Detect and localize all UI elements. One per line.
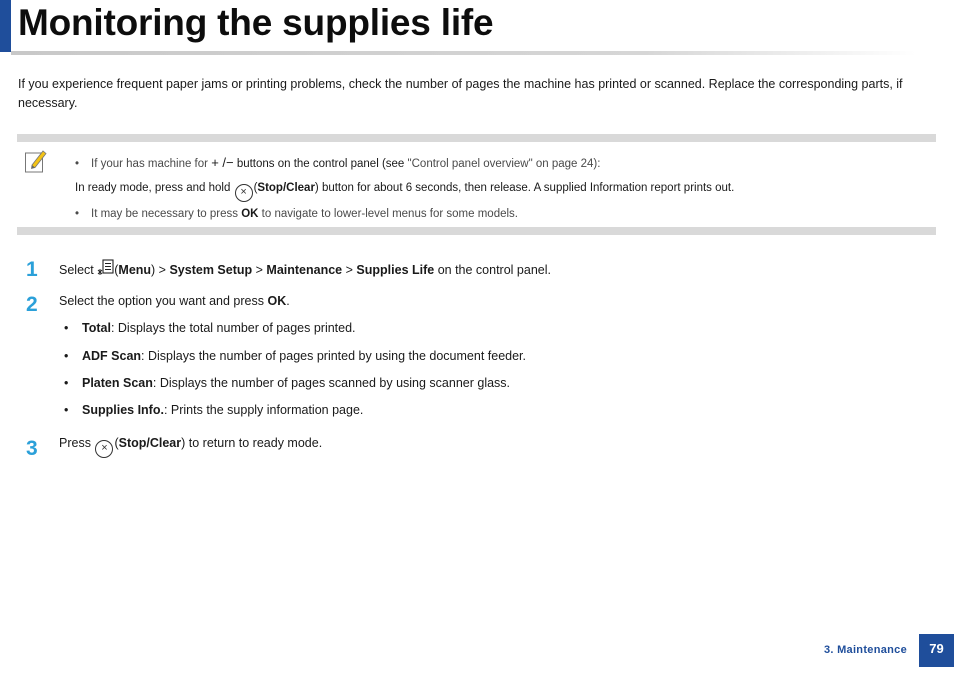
step-2-post: . [286,294,290,308]
option-adf-scan [64,349,526,363]
ok-label: OK [267,294,287,308]
step-1-sep-2: > [255,263,263,277]
step-2-text [59,294,290,308]
maintenance-label: Maintenance [266,263,343,277]
option-total-label: Total [82,321,111,335]
stop-clear-label: Stop/Clear [257,182,315,194]
menu-icon [97,259,114,277]
note-bullet-2 [75,182,734,202]
option-platen-scan [64,376,510,390]
system-setup-label: System Setup [169,263,253,277]
step-1-text [59,259,551,277]
menu-label: Menu [118,263,152,277]
bullet-marker: • [64,403,69,417]
step-3-post: ) to return to ready mode. [181,436,323,450]
option-supplies-info-label: Supplies Info. [82,403,164,417]
step-3-paren: ( [114,436,119,450]
page-title: Monitoring the supplies life [18,2,494,43]
step-1-pre: Select [59,263,94,277]
step-1-paren: ( [114,263,119,277]
note-bullet-1 [75,155,600,170]
title-underline [11,51,916,55]
bullet-marker: • [64,321,69,335]
note-box [17,134,936,235]
note-bullet-2-paren: ( [253,182,258,194]
bullet-marker: • [64,376,69,390]
stop-clear-icon: × [95,440,113,458]
control-panel-overview-link[interactable]: "Control panel overview" on page 24): [407,158,601,170]
option-platen-scan-desc: : Displays the number of pages scanned by using scanner glass. [152,376,511,390]
option-adf-scan-desc: : Displays the number of pages printed by using the document feeder. [141,349,527,363]
note-pencil-icon [24,148,48,174]
note-bullet-3-pre: It may be necessary to press [91,208,239,220]
stop-clear-icon: × [235,184,253,202]
note-bullet-3-post: to navigate to lower-level menus for some models. [261,208,518,220]
option-total [64,321,356,335]
option-total-desc: : Displays the total number of pages printed. [110,321,356,335]
step-2-pre: Select the option you want and press [59,294,264,308]
option-supplies-info [64,403,363,417]
note-bullet-1-pre: If your has machine for [91,158,208,170]
option-platen-scan-label: Platen Scan [82,376,153,390]
note-bullet-1-mid: buttons on the control panel (see [236,158,405,170]
page-number-badge: 79 [919,634,954,667]
note-bullet-3 [75,208,518,220]
option-adf-scan-label: ADF Scan [82,349,142,363]
title-accent-bar [0,0,11,52]
step-1-sep-1: ) > [151,263,166,277]
step-3-pre: Press [59,436,91,450]
bullet-marker: • [75,208,80,220]
note-bullet-2-pre: In ready mode, press and hold [75,182,231,194]
note-bullet-2-post: ) button for about 6 seconds, then release. A supplied Information report prints out. [314,182,735,194]
ok-label: OK [241,208,259,220]
step-1-number: 1 [26,258,38,281]
step-1-post: on the control panel. [437,263,551,277]
bullet-marker: • [75,158,80,170]
option-supplies-info-desc: : Prints the supply information page. [163,403,364,417]
stop-clear-label: Stop/Clear [118,436,182,450]
bullet-marker: • [64,349,69,363]
supplies-life-label: Supplies Life [356,263,435,277]
step-2-number: 2 [26,293,38,316]
plus-minus-buttons-symbol: + /− [211,155,234,170]
step-3-text [59,436,322,458]
intro-paragraph: If you experience frequent paper jams or printing problems, check the number of pages the machine has printed or scanned. Replace the corresponding parts, if necessary. [18,77,903,110]
step-1-sep-3: > [345,263,353,277]
step-3-number: 3 [26,437,38,460]
footer-section-label: 3. Maintenance [823,644,907,656]
